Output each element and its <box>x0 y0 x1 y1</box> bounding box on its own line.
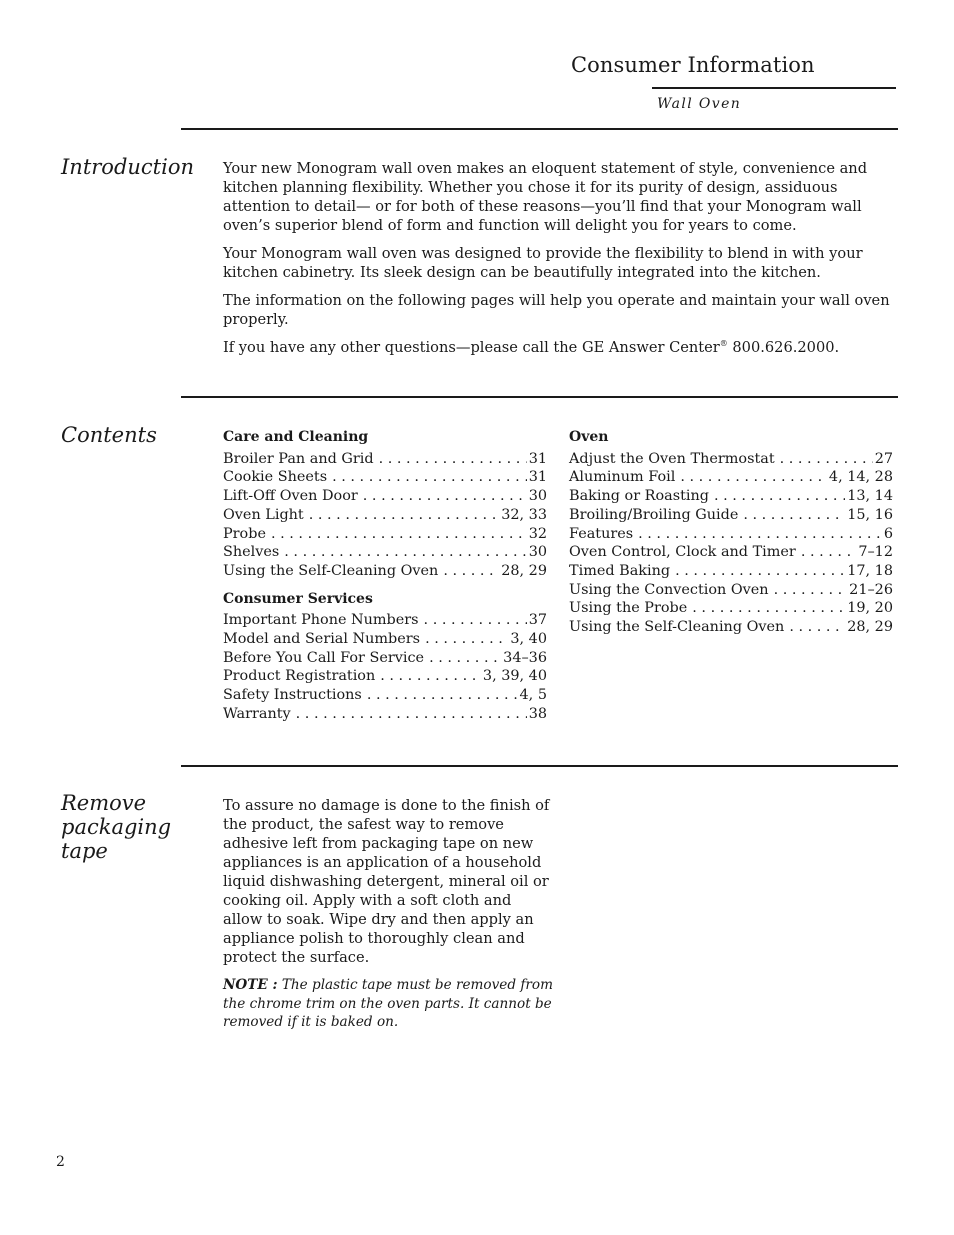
toc-group-title: Care and Cleaning <box>223 429 369 445</box>
remove-tape-paragraph: To assure no damage is done to the finish of the product, the safest way to remove adhesive left from packaging tape on new appliances is an application of a household liquid dishwashing detergent, mineral oil or cooking oil. Apply with a soft cloth and allow to soak. Wipe dry and then apply an appliance polish to thoroughly clean and protect the surface. <box>223 797 550 966</box>
toc-entry: Using the Self-Cleaning Oven . . . 28, 29 <box>223 562 547 581</box>
note-text: The plastic tape must be removed from the chrome trim on the oven parts. It cannot be removed if it is baked on. <box>223 977 553 1031</box>
remove-tape-body <box>223 796 553 1041</box>
remove-tape-heading: Remove packaging tape <box>61 791 172 863</box>
toc-entry: Shelves . . . 30 <box>223 543 547 562</box>
page-header-title: Consumer Information <box>571 53 815 77</box>
toc-entry: Timed Baking . . . 17, 18 <box>569 562 893 581</box>
introduction-paragraph: The information on the following pages will help you operate and maintain your wall oven properly. <box>223 292 890 328</box>
contents-heading: Contents <box>61 423 157 447</box>
introduction-paragraph: Your Monogram wall oven was designed to provide the flexibility to blend in with your kitchen cabinetry. Its sleek design can be beautifully integrated into the kitchen. <box>223 245 863 281</box>
toc-entry: Using the Probe . . . 19, 20 <box>569 599 893 618</box>
contact-phone: 800.626.2000. <box>727 339 840 356</box>
toc-entry: Oven Control, Clock and Timer . . . 7–12 <box>569 543 893 562</box>
toc-group-title: Consumer Services <box>223 590 373 607</box>
toc-entry: Lift-Off Oven Door . . . 30 <box>223 487 547 506</box>
page-number: 2 <box>56 1154 65 1170</box>
introduction-body <box>223 159 893 366</box>
toc-entry: Features . . . 6 <box>569 525 893 544</box>
toc-group-consumer-services <box>223 590 547 724</box>
toc-entry: Aluminum Foil . . . 4, 14, 28 <box>569 468 893 487</box>
contents-left-column <box>223 428 547 733</box>
toc-entry: Product Registration . . . 3, 39, 40 <box>223 667 547 686</box>
introduction-heading: Introduction <box>61 155 194 179</box>
introduction-contact <box>223 338 893 357</box>
toc-entry: Warranty . . . 38 <box>223 705 547 724</box>
note-label: NOTE : <box>223 977 278 993</box>
contents-right-column <box>569 428 893 646</box>
section-divider-contents <box>181 396 898 398</box>
toc-group-oven <box>569 428 893 637</box>
toc-entry: Adjust the Oven Thermostat . . . 27 <box>569 450 893 469</box>
toc-entry: Before You Call For Service . . . 34–36 <box>223 649 547 668</box>
page-header-subtitle: Wall Oven <box>657 96 742 112</box>
toc-group-care-cleaning <box>223 428 547 581</box>
header-rule <box>652 87 896 89</box>
remove-tape-note <box>223 976 553 1032</box>
section-divider-tape <box>181 765 898 767</box>
toc-entry: Important Phone Numbers . . . 37 <box>223 611 547 630</box>
toc-group-title: Oven <box>569 429 609 445</box>
registered-mark: ® <box>719 339 728 349</box>
contact-prefix: If you have any other questions—please call the GE Answer Center <box>223 339 720 356</box>
toc-entry: Broiling/Broiling Guide . . . 15, 16 <box>569 506 893 525</box>
section-divider-introduction <box>181 128 898 130</box>
toc-entry: Baking or Roasting . . . 13, 14 <box>569 487 893 506</box>
toc-entry: Cookie Sheets . . . 31 <box>223 468 547 487</box>
toc-entry: Oven Light . . . 32, 33 <box>223 506 547 525</box>
introduction-paragraph: Your new Monogram wall oven makes an eloquent statement of style, convenience and kitchen planning flexibility. Whether you chose it for its purity of design, assiduous attention to detail— or for both of these reasons—you’ll find that your Monogram wall oven’s superior blend of form and function will delight you for years to come. <box>223 160 868 234</box>
toc-entry: Safety Instructions . . . 4, 5 <box>223 686 547 705</box>
toc-entry: Using the Self-Cleaning Oven . . . 28, 29 <box>569 618 893 637</box>
toc-entry: Probe . . . 32 <box>223 525 547 544</box>
toc-entry: Broiler Pan and Grid . . . 31 <box>223 450 547 469</box>
toc-entry: Using the Convection Oven . . . 21–26 <box>569 581 893 600</box>
toc-entry: Model and Serial Numbers . . . 3, 40 <box>223 630 547 649</box>
